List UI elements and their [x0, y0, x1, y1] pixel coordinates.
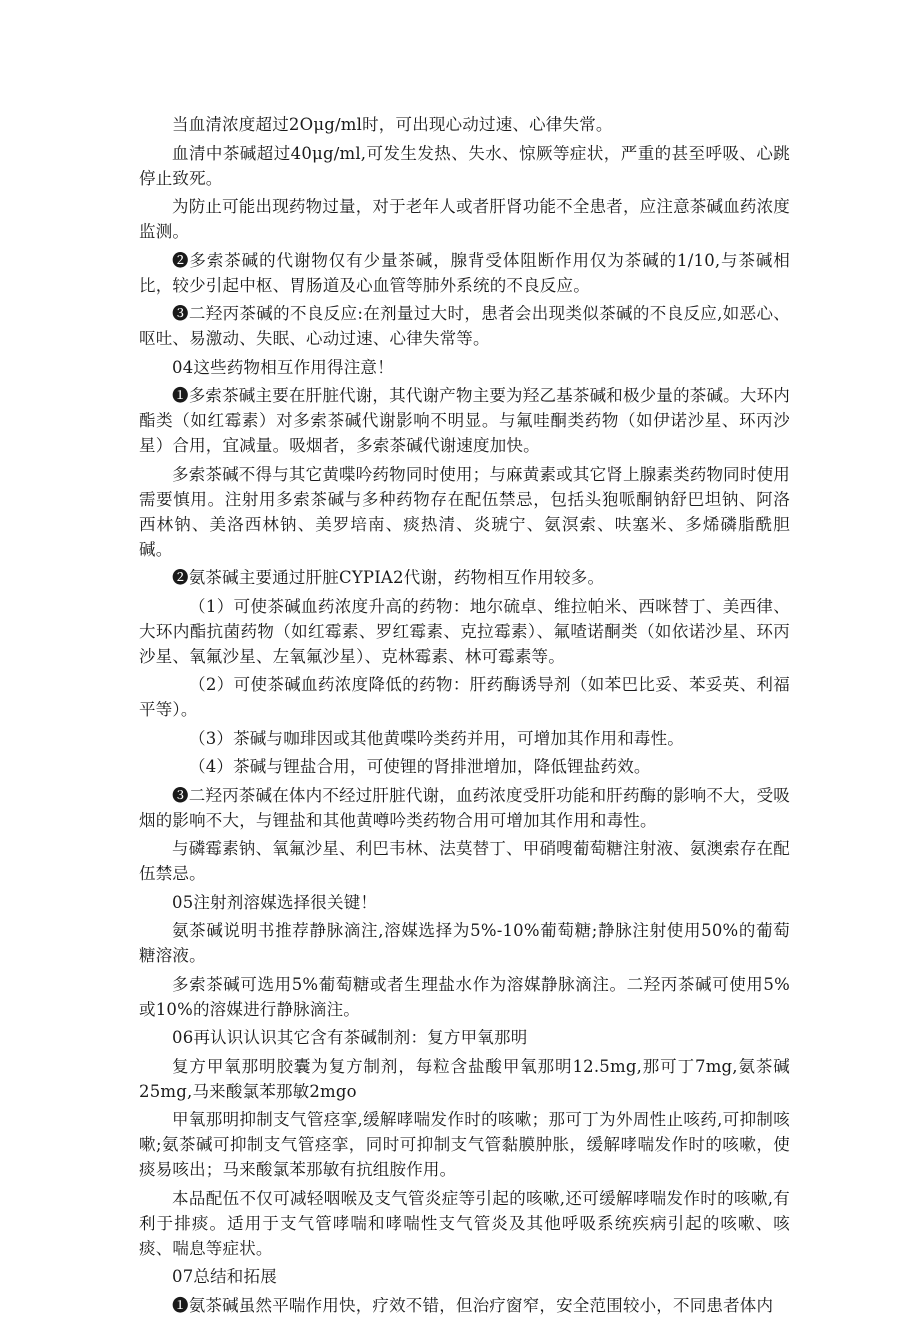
paragraph-serum-20: 当血清浓度超过2Oμg∕ml时，可出现心动过速、心律失常。	[172, 115, 613, 134]
section-heading-04: 04这些药物相互作用得注意！	[172, 357, 394, 377]
section-heading-05: 05注射剂溶媒选择很关键！	[172, 892, 378, 912]
paragraph-compound-composition: 复方甲氧那明胶囊为复方制剂，每粒含盐酸甲氧那明12.5mg,那可丁7mg,氨茶碱25mg,马来酸氯苯那敏2mgo	[139, 1056, 790, 1101]
list-item-3: （3）茶碱与咖琲因或其他黄喋吟类药并用，可增加其作用和毒性。	[189, 728, 684, 748]
list-item-2: （2）可使茶碱血药浓度降低的药物：肝药酶诱导剂（如苯巴比妥、苯妥英、利福平等）。	[139, 675, 790, 719]
paragraph-monitoring: 为防止可能出现药物过量，对于老年人或者肝肾功能不全患者，应注意茶碱血药浓度监测。	[139, 197, 790, 241]
paragraph-dyphylline-metabolism: ❸二羟丙茶碱在体内不经过肝脏代谢，血药浓度受肝功能和肝药酶的影响不大，受吸烟的影响不大，与锂盐和其他黄噂吟类药物合用可增加其作用和毒性。	[139, 785, 790, 830]
paragraph-dyphylline-adverse: ❸二羟丙茶碱的不良反应:在剂量过大时，患者会出现类似茶碱的不良反应,如恶心、呕吐、易激动、失眠、心动过速、心律失常等。	[139, 304, 790, 348]
paragraph-serum-40: 血清中茶碱超过40μg∕ml,可发生发热、失水、惊厥等症状，严重的甚至呼吸、心跳停止致死。	[139, 143, 790, 188]
list-item-1: （1）可使茶碱血药浓度升高的药物：地尔硫卓、维拉帕米、西咪替丁、美西律、大环内酯抗菌药物（如红霉素、罗红霉素、克拉霉素）、氟喳诺酮类（如依诺沙星、环丙沙星、氧氟沙星、左氧氟沙星）、克林霉素、林可霉素等。	[139, 596, 790, 666]
paragraph-doxofylline-metabolism: ❶多索茶碱主要在肝脏代谢，其代谢产物主要为羟乙基茶碱和极少量的茶碱。大环内酯类（如红霉素）对多索茶碱代谢影响不明显。与氟哇酮类药物（如伊诺沙星、环丙沙星）合用，宜减量。吸烟者，多索茶碱代谢速度加快。	[139, 386, 790, 455]
paragraph-doxofylline-incompatibility: 多索茶碱不得与其它黄喋吟药物同时使用；与麻黄素或其它肾上腺素类药物同时使用需要慎用。注射用多索茶碱与多种药物存在配伍禁忌，包括头狍哌酮钠舒巴坦钠、阿洛西林钠、美洛西林钠、美罗培南、痰热清、炎琥宁、氨溟索、呋塞米、多烯磷脂酰胆碱。	[139, 464, 790, 559]
paragraph-compound-indication: 本品配伍不仅可减轻咽喉及支气管炎症等引起的咳嗽,还可缓解哮喘发作时的咳嗽,有利于排痰。适用于支气管哮喘和哮喘性支气管炎及其他呼吸系统疾病引起的咳嗽、咳痰、喘息等症状。	[139, 1188, 790, 1258]
paragraph-doxofylline-solvent: 多索茶碱可选用5%葡萄糖或者生理盐水作为溶媒静脉滴注。二羟丙茶碱可使用5%或10%的溶媒进行静脉滴注。	[139, 974, 790, 1019]
list-item-4: （4）茶碱与锂盐合用，可使锂的肾排泄增加，降低锂盐药效。	[189, 757, 651, 776]
paragraph-aminophylline-cyp: ❷氨茶碱主要通过肝脏CYPIA2代谢，药物相互作用较多。	[172, 568, 605, 587]
paragraph-doxofylline-metabolite: ❷多索茶碱的代谢物仅有少量茶碱，腺背受体阻断作用仅为茶碱的1/10,与茶碱相比，较少引起中枢、胃肠道及心血管等肺外系统的不良反应。	[139, 250, 790, 295]
paragraph-dyphylline-incompatibility: 与磷霉素钠、氧氟沙星、利巴韦林、法莫替丁、甲硝嗖葡萄糖注射液、氨澳索存在配伍禁忌。	[139, 839, 790, 883]
section-heading-06: 06再认识认识其它含有茶碱制剂：复方甲氧那明	[172, 1028, 528, 1047]
section-heading-07: 07总结和拓展	[172, 1267, 277, 1286]
paragraph-compound-mechanism: 甲氧那明抑制支气管痉挛,缓解哮喘发作时的咳嗽；那可丁为外周性止咳药,可抑制咳嗽;氨茶碱可抑制支气管痉挛，同时可抑制支气管黏膜肿胀，缓解哮喘发作时的咳嗽，使痰易咳出；马来酸氯苯那敏有抗组胺作用。	[139, 1110, 790, 1179]
paragraph-summary-aminophylline: ❶氨茶碱虽然平喘作用快，疗效不错，但治疗窗窄，安全范围较小，不同患者体内	[172, 1295, 774, 1315]
paragraph-aminophylline-solvent: 氨茶碱说明书推荐静脉滴注,溶媒选择为5%-10%葡萄糖;静脉注射使用50%的葡萄糖溶液。	[139, 921, 790, 965]
